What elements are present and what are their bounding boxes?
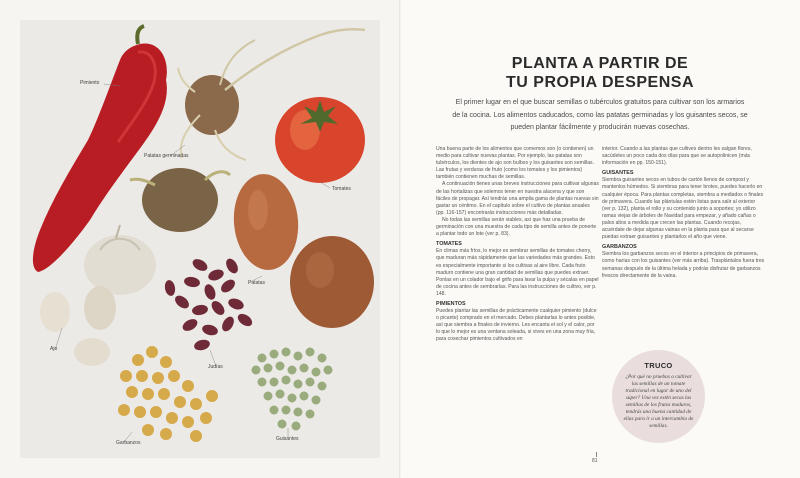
page-title (420, 54, 780, 92)
page-number: 81 (592, 458, 598, 464)
produce-illustration (20, 20, 380, 458)
label-garbanzos: Garbanzos (116, 440, 141, 446)
label-tomates: Tomates (332, 186, 351, 192)
tip-title: TRUCO (644, 361, 673, 370)
section-heading-tomates: TOMATES (436, 241, 462, 248)
text-column-2 (602, 146, 765, 280)
label-guisantes: Guisantes (276, 436, 299, 442)
label-patatas: Patatas (248, 280, 265, 286)
body-paragraph: interior. Cuando a las plantas que cultives dentro les salgan flores, sacúdeles un poco cada dos días para que se autopolinicen (más información en pp. 150-151). (602, 146, 752, 167)
body-paragraph: Siembra guisantes secos en tubos de cartón llenos de compost y mantenlos húmedos. Si siembras para tener brotes, puedes hacerlo en cualquier época. Para plantas completas, siembra a mediados o finales de primavera. Cuando las plántulas estén listas para salir al exterior (ver p. 132), planta el rollo y su contenido junto a soportes; yo utilizo ramas viejas de árboles de Navidad para empezar, y añado cañas o palos altos a medida que crecen las plantas. Cuando recojas, acuérdate de dejar algunas vainas en la planta para que al secarse puedas extraer guisantes y plantarlos el año que viene. (602, 177, 764, 241)
body-paragraph: En climas más fríos, lo mejor es sembrar semillas de tomates cherry, que maduran más rápidamente que las variedades más grandes. Esto es especialmente importante si los cultivas al aire libre. Cada fruto maduro contiene una gran cantidad de semillas que puedes extraer. Ponlas en un colador bajo el grifo para lavar la pulpa y sécalas en papel de cocina antes de sembrarlas. Para las instrucciones de cultivo, ver p. 148. (436, 248, 599, 297)
tip-text: ¿Por qué no pruebas a cultivar las semillas de un tomate tradicional en lugar de uno del súper? Una vez estén secas las semillas de los frutos maduros, tendrás una buena cantidad de ellas para ir a un intercambio de semillas. (623, 374, 694, 429)
body-paragraph: No todas las semillas serán viables, así que haz una prueba de germinación con una muestra de cada tipo de semilla antes de ponerte a plantar todo un lote (ver p. 83). (436, 216, 597, 238)
page-number-rule (596, 452, 597, 457)
title-line-2: TU PROPIA DESPENSA (506, 74, 694, 91)
tomato-shape (275, 97, 365, 183)
sweet-potato-lower (290, 236, 374, 328)
body-paragraph: Siembra los garbanzos secos en el interior a principios de primavera, como harías con los guisantes (ver más arriba). Trasplántalos fuera tres semanas después de la última helada y podrás disfrutar de garbanzos frescos directamente de la vaina. (602, 251, 765, 279)
body-paragraph: Puedes plantar las semillas de prácticamente cualquier pimiento (dulce o picante) comprado en el mercado. Debes plantarlas lo antes posible, así que siembra a finales de invierno. Les encanta el sol y el calor, por lo que lo mejor es una ventana soleada, si vives en una zona muy fría, para cosechar pimientos cultivados en (436, 308, 597, 343)
title-line-1: PLANTA A PARTIR DE (511, 55, 689, 72)
text-column-1 (436, 146, 599, 344)
book-gutter (399, 0, 401, 478)
section-heading-guisantes: GUISANTES (602, 170, 634, 177)
label-patatas-germinadas: Patatas germinadas (144, 153, 189, 159)
label-judias: Judías (208, 364, 223, 370)
tip-callout (612, 350, 705, 443)
section-heading-pimientos: PIMIENTOS (436, 300, 466, 307)
label-ajo: Ajo (50, 346, 58, 352)
label-pimiento: Pimiento (80, 80, 100, 86)
body-paragraph: A continuación tienes unas breves instrucciones para cultivar algunas de las hortalizas que solemos tener en nuestra alacena y que son fáciles de propagar. Así tendrás una amplia gama de plantas nuevas sin gastar un céntimo. En el capítulo sobre el cultivo de plantas anuales (pp. 116-157) encontrarás instrucciones más detalladas. (436, 181, 599, 216)
section-heading-garbanzos: GARBANZOS (602, 244, 637, 251)
produce-photo (20, 20, 380, 458)
intro-paragraph: El primer lugar en el que buscar semillas o tubérculos gratuitos para cultivar son los armarios de la cocina. Los alimentos caducados, como las patatas germinadas y los guisantes secos, se pueden plantar fácilmente y producirán nuevas cosechas. (452, 99, 748, 131)
body-paragraph: Una buena parte de los alimentos que comemos son (o contienen) un medio para cultivar nuevas plantas. Por ejemplo, las patatas son tubérculos, los dientes de ajo son bulbos y los guisantes son semillas. Las frutas y verduras de fruto (como los tomates y los pimientos) también contienen muchas de semillas. (436, 146, 594, 181)
